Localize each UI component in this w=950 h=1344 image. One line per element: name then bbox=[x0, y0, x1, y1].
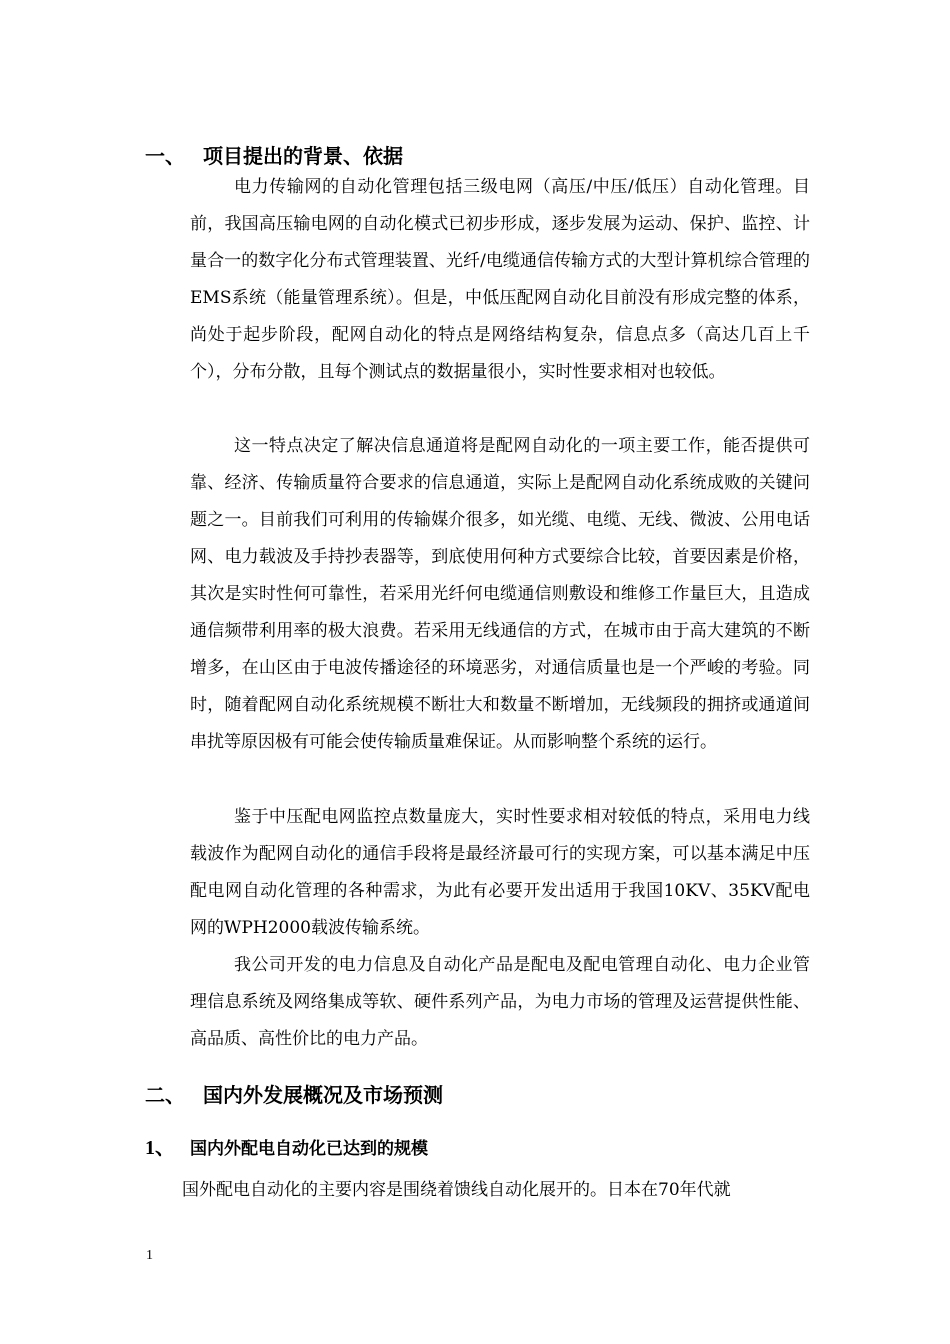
subsection-1-paragraph: 国外配电自动化的主要内容是围绕着馈线自动化展开的。日本在70年代就 bbox=[182, 1180, 731, 1200]
section-1-paragraph-3: 鉴于中压配电网监控点数量庞大，实时性要求相对较低的特点，采用电力线载波作为配网自动化的通信手段将是最经济最可行的实现方案，可以基本满足中压配电网自动化管理的各种需求，为此有必要开发出适用于我国10KV、35KV配电网的WPH2000载波传输系统。 bbox=[190, 807, 810, 938]
subsection-1-number: 1、 bbox=[145, 1137, 175, 1159]
section-1-paragraph-4: 我公司开发的电力信息及自动化产品是配电及配电管理自动化、电力企业管理信息系统及网络集成等软、硬件系列产品，为电力市场的管理及运营提供性能、高品质、高性价比的电力产品。 bbox=[190, 955, 810, 1049]
section-2-heading bbox=[145, 1079, 443, 1108]
section-1-heading bbox=[145, 140, 403, 169]
section-2-number: 二、 bbox=[145, 1083, 185, 1107]
section-1-number: 一、 bbox=[145, 144, 185, 168]
section-2-title: 国内外发展概况及市场预测 bbox=[203, 1083, 443, 1107]
section-1-title: 项目提出的背景、依据 bbox=[203, 144, 403, 168]
page-number: 1 bbox=[146, 1248, 153, 1263]
section-1-paragraph-1: 电力传输网的自动化管理包括三级电网（高压/中压/低压）自动化管理。目前，我国高压输电网的自动化模式已初步形成，逐步发展为运动、保护、监控、计量合一的数字化分布式管理装置、光纤/电缆通信传输方式的大型计算机综合管理的EMS系统（能量管理系统）。但是，中低压配网自动化目前没有形成完整的体系，尚处于起步阶段，配网自动化的特点是网络结构复杂，信息点多（高达几百上千个），分布分散，且每个测试点的数据量很小，实时性要求相对也较低。 bbox=[190, 177, 810, 382]
section-1-paragraph-2: 这一特点决定了解决信息通道将是配网自动化的一项主要工作，能否提供可靠、经济、传输质量符合要求的信息通道，实际上是配网自动化系统成败的关键问题之一。目前我们可利用的传输媒介很多，如光缆、电缆、无线、微波、公用电话网、电力载波及手持抄表器等，到底使用何种方式要综合比较，首要因素是价格，其次是实时性何可靠性，若采用光纤何电缆通信则敷设和维修工作量巨大，且造成通信频带利用率的极大浪费。若采用无线通信的方式，在城市由于高大建筑的不断增多，在山区由于电波传播途径的环境恶劣，对通信质量也是一个严峻的考验。同时，随着配网自动化系统规模不断壮大和数量不断增加，无线频段的拥挤或通道间串扰等原因极有可能会使传输质量难保证。从而影响整个系统的运行。 bbox=[190, 436, 810, 752]
subsection-1-title: 国内外配电自动化已达到的规模 bbox=[190, 1139, 428, 1159]
subsection-1-heading bbox=[145, 1131, 428, 1160]
